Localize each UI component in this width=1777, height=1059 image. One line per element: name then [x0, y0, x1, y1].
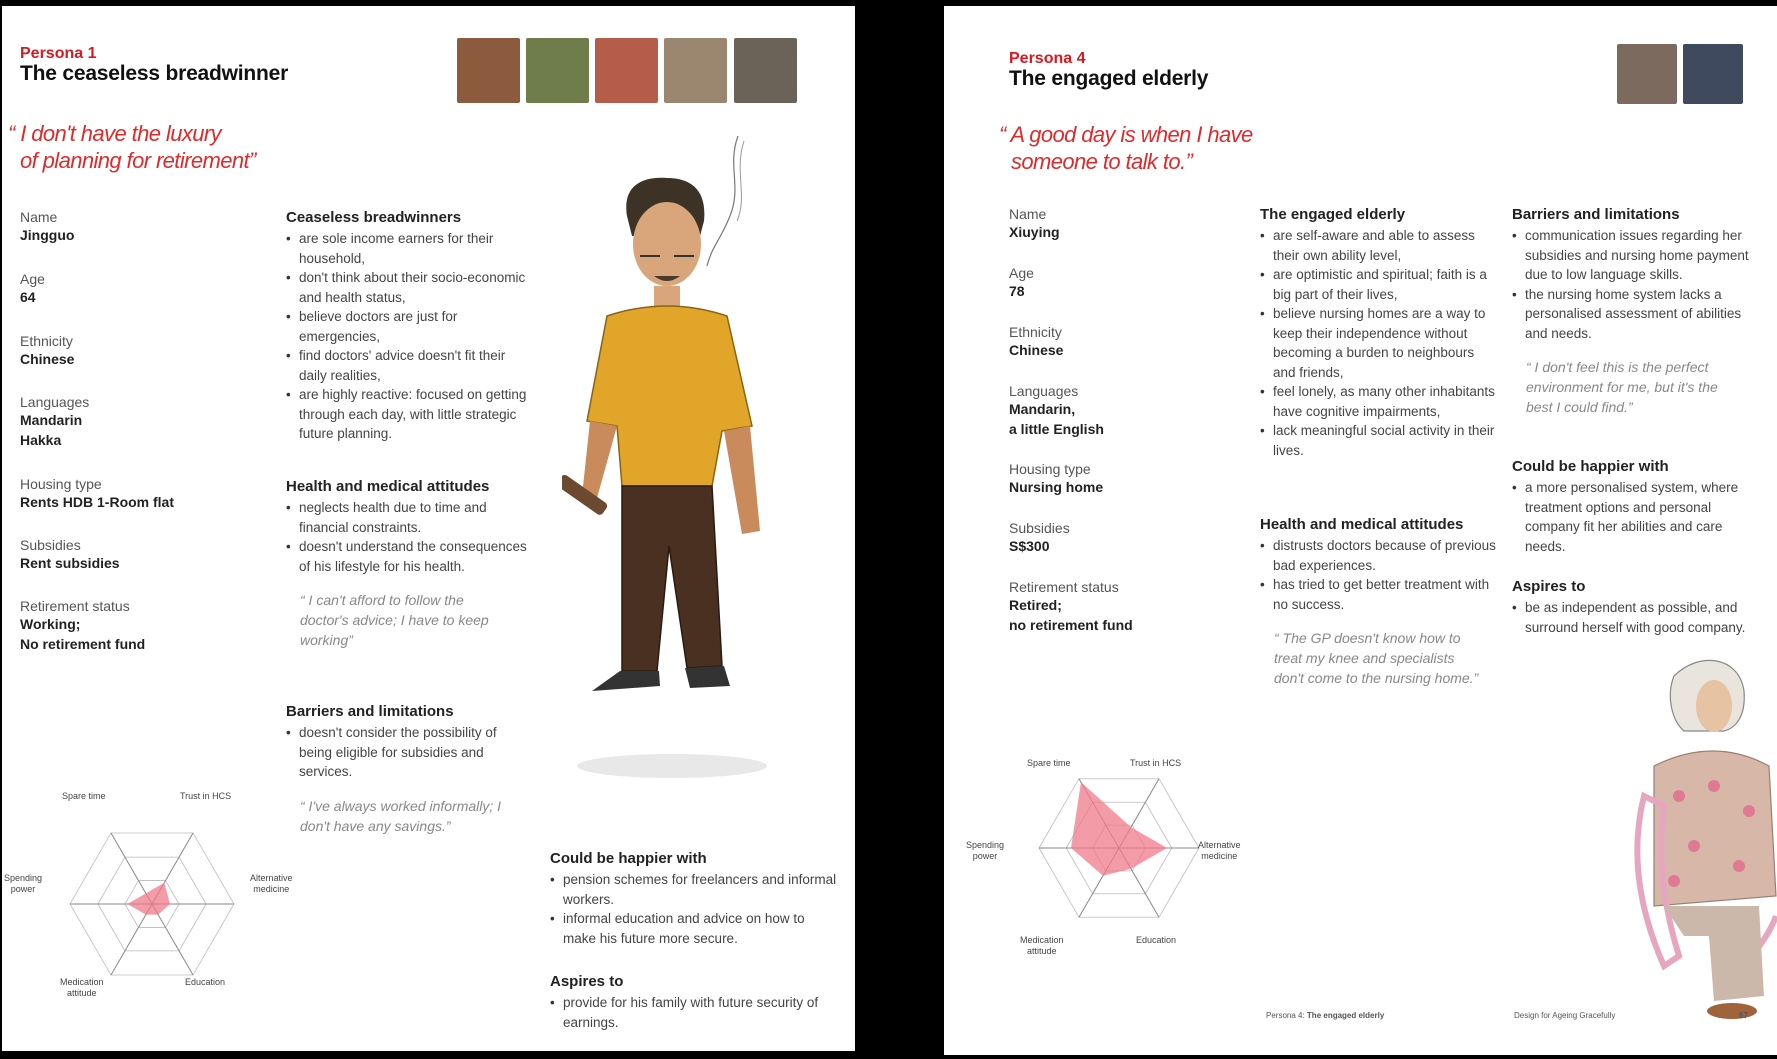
field-housing-type: Housing type Rents HDB 1-Room flat [20, 476, 175, 510]
bullet: • a more personalised system, where treatment options and personal company fit her abilities and care needs. [1512, 478, 1752, 556]
section-aspires-to: Aspires to • provide for his family with future security of earnings. [550, 973, 840, 1032]
inline-quote: “ I don't feel this is the perfect environment for me, but it's the best I could find.” [1526, 359, 1718, 415]
bullet: • distrusts doctors because of previous bad experiences. [1260, 536, 1496, 575]
radar-label-education: Education [1136, 935, 1177, 945]
persona-illustration [562, 126, 812, 786]
bullet: • are optimistic and spiritual; faith is a big part of their lives, [1260, 265, 1496, 304]
section-happier-with: Could be happier with • pension schemes for freelancers and informal workers. • informal education and advice on how to make his future more secure. [550, 850, 840, 948]
bullet: • believe nursing homes are a way to keep their independence without becoming a burden to neighbours and friends, [1260, 304, 1496, 382]
radar-polygon [1071, 782, 1167, 876]
bullet: • be as independent as possible, and surround herself with good company. [1512, 598, 1752, 637]
right-page [944, 6, 1777, 1055]
bullet: • pension schemes for freelancers and informal workers. [550, 870, 840, 909]
section-barriers: Barriers and limitations • doesn't consider the possibility of being eligible for subsidies and services. “ I've always worked informally; I don't have any savings.” [286, 703, 531, 836]
persona-illustration [1514, 636, 1777, 1036]
field-age: Age 78 [1009, 265, 1034, 299]
bullet: • are self-aware and able to assess their own ability level, [1260, 226, 1496, 265]
field-subsidies: Subsidies S$300 [1009, 520, 1070, 554]
radar-chart [1029, 761, 1209, 936]
persona-label: Persona 1 [20, 45, 97, 62]
field-age: Age 64 [20, 271, 45, 305]
persona-quote: “ A good day is when I have someone to talk to.” [999, 122, 1253, 174]
section-barriers: Barriers and limitations • communication issues regarding her subsidies and nursing home payment due to low language skills. • the nursing home system lacks a personalised assessment of abilities and needs. “ I don't feel this is the perfect environment for me, but it's the best I could find.” [1512, 206, 1752, 417]
radar-label-trust-in-hcs: Trust in HCS [180, 791, 232, 801]
field-name: Name Jingguo [20, 209, 75, 243]
bullet: • doesn't understand the consequences of his lifestyle for his health. [286, 537, 531, 576]
photo-1 [1617, 44, 1677, 104]
bullet: • are sole income earners for their household, [286, 229, 531, 268]
radar-label-spare-time: Spare time [62, 791, 106, 801]
field-languages: Languages Mandarin Hakka [20, 394, 90, 448]
bullet: • believe doctors are just for emergencies, [286, 307, 531, 346]
persona-title: The engaged elderly [1009, 67, 1209, 90]
bullet: • has tried to get better treatment with no success. [1260, 575, 1496, 614]
section-engaged-elderly: The engaged elderly • are self-aware and able to assess their own ability level, • are optimistic and spiritual; faith is a big part of their lives, • believe nursing homes are a way to keep their independence without becoming a burden to neighbours and friends, • feel lonely, as many other inhabitants have cognitive impairments, • lack meaningful social activity in their lives. [1260, 206, 1496, 460]
radar-label-alternative-medicine: Alternative medicine [1198, 840, 1241, 861]
radar-label-medication-attitude: Medication attitude [60, 977, 104, 998]
bullet: • lack meaningful social activity in their lives. [1260, 421, 1496, 460]
footer-left: Persona 4: The engaged elderly [1266, 1011, 1385, 1020]
bullet: • informal education and advice on how to make his future more secure. [550, 909, 840, 948]
bullet: • provide for his family with future security of earnings. [550, 993, 840, 1032]
field-name: Name Xiuying [1009, 206, 1060, 240]
page-number: 67 [1739, 1011, 1748, 1020]
photo-4 [664, 38, 727, 103]
bullet: • communication issues regarding her subsidies and nursing home payment due to low language skills. [1512, 226, 1752, 285]
photo-3 [595, 38, 658, 103]
bullet: • the nursing home system lacks a personalised assessment of abilities and needs. [1512, 285, 1752, 344]
radar-label-spending-power: Spending power [966, 840, 1005, 861]
footer-right: Design for Ageing Gracefully [1514, 1011, 1616, 1020]
photo-5 [734, 38, 797, 103]
section-health-attitudes: Health and medical attitudes • distrusts doctors because of previous bad experiences. • has tried to get better treatment with no success. “ The GP doesn't know how to treat my knee and specialists don't come to the nursing home.” [1260, 516, 1496, 688]
radar-label-education: Education [185, 977, 226, 987]
bullet: • don't think about their socio-economic and health status, [286, 268, 531, 307]
radar-chart [57, 816, 247, 996]
bullet: • neglects health due to time and financial constraints. [286, 498, 531, 537]
inline-quote: “ I can't afford to follow the doctor's advice; I have to keep working” [300, 592, 489, 648]
persona-quote: “ I don't have the luxury of planning for retirement” [8, 121, 256, 173]
section-happier-with: Could be happier with • a more personalised system, where treatment options and personal company fit her abilities and care needs. [1512, 458, 1752, 556]
bullet: • find doctors' advice doesn't fit their daily realities, [286, 346, 531, 385]
radar-label-spending-power: Spending power [4, 873, 43, 894]
radar-polygon [127, 883, 170, 915]
persona-title: The ceaseless breadwinner [20, 62, 289, 85]
section-aspires-to: Aspires to • be as independent as possible, and surround herself with good company. [1512, 578, 1752, 637]
field-languages: Languages Mandarin, a little English [1009, 383, 1104, 437]
field-ethnicity: Ethnicity Chinese [20, 333, 75, 367]
photo-2 [526, 38, 589, 103]
inline-quote: “ The GP doesn't know how to treat my knee and specialists don't come to the nursing home.” [1274, 630, 1479, 686]
field-retirement-status: Retirement status Working; No retirement fund [20, 598, 146, 652]
bullet: • feel lonely, as many other inhabitants have cognitive impairments, [1260, 382, 1496, 421]
radar-label-trust-in-hcs: Trust in HCS [1130, 758, 1182, 768]
radar-label-alternative-medicine: Alternative medicine [250, 873, 293, 894]
bullet: • doesn't consider the possibility of being eligible for subsidies and services. [286, 723, 531, 782]
radar-label-medication-attitude: Medication attitude [1020, 935, 1064, 956]
field-ethnicity: Ethnicity Chinese [1009, 324, 1064, 358]
left-page [2, 6, 855, 1051]
persona-label: Persona 4 [1009, 50, 1086, 67]
photo-2 [1683, 44, 1743, 104]
inline-quote: “ I've always worked informally; I don't have any savings.” [300, 797, 502, 834]
section-health-attitudes: Health and medical attitudes • neglects health due to time and financial constraints. • doesn't understand the consequences of his lifestyle for his health. “ I can't afford to follow the doctor's advice; I have to keep working” [286, 478, 531, 650]
radar-label-spare-time: Spare time [1027, 758, 1071, 768]
field-housing-type: Housing type Nursing home [1009, 461, 1104, 495]
field-retirement-status: Retirement status Retired; no retirement fund [1009, 579, 1133, 633]
photo-1 [457, 38, 520, 103]
bullet: • are highly reactive: focused on getting through each day, with little strategic future planning. [286, 385, 531, 444]
field-subsidies: Subsidies Rent subsidies [20, 537, 120, 571]
section-ceaseless-breadwinners: Ceaseless breadwinners • are sole income earners for their household, • don't think about their socio-economic and health status, • believe doctors are just for emergencies, • find doctors' advice doesn't fit their daily realities, • are highly reactive: focused on getting through each day, with little strategic future planning. [286, 209, 531, 444]
